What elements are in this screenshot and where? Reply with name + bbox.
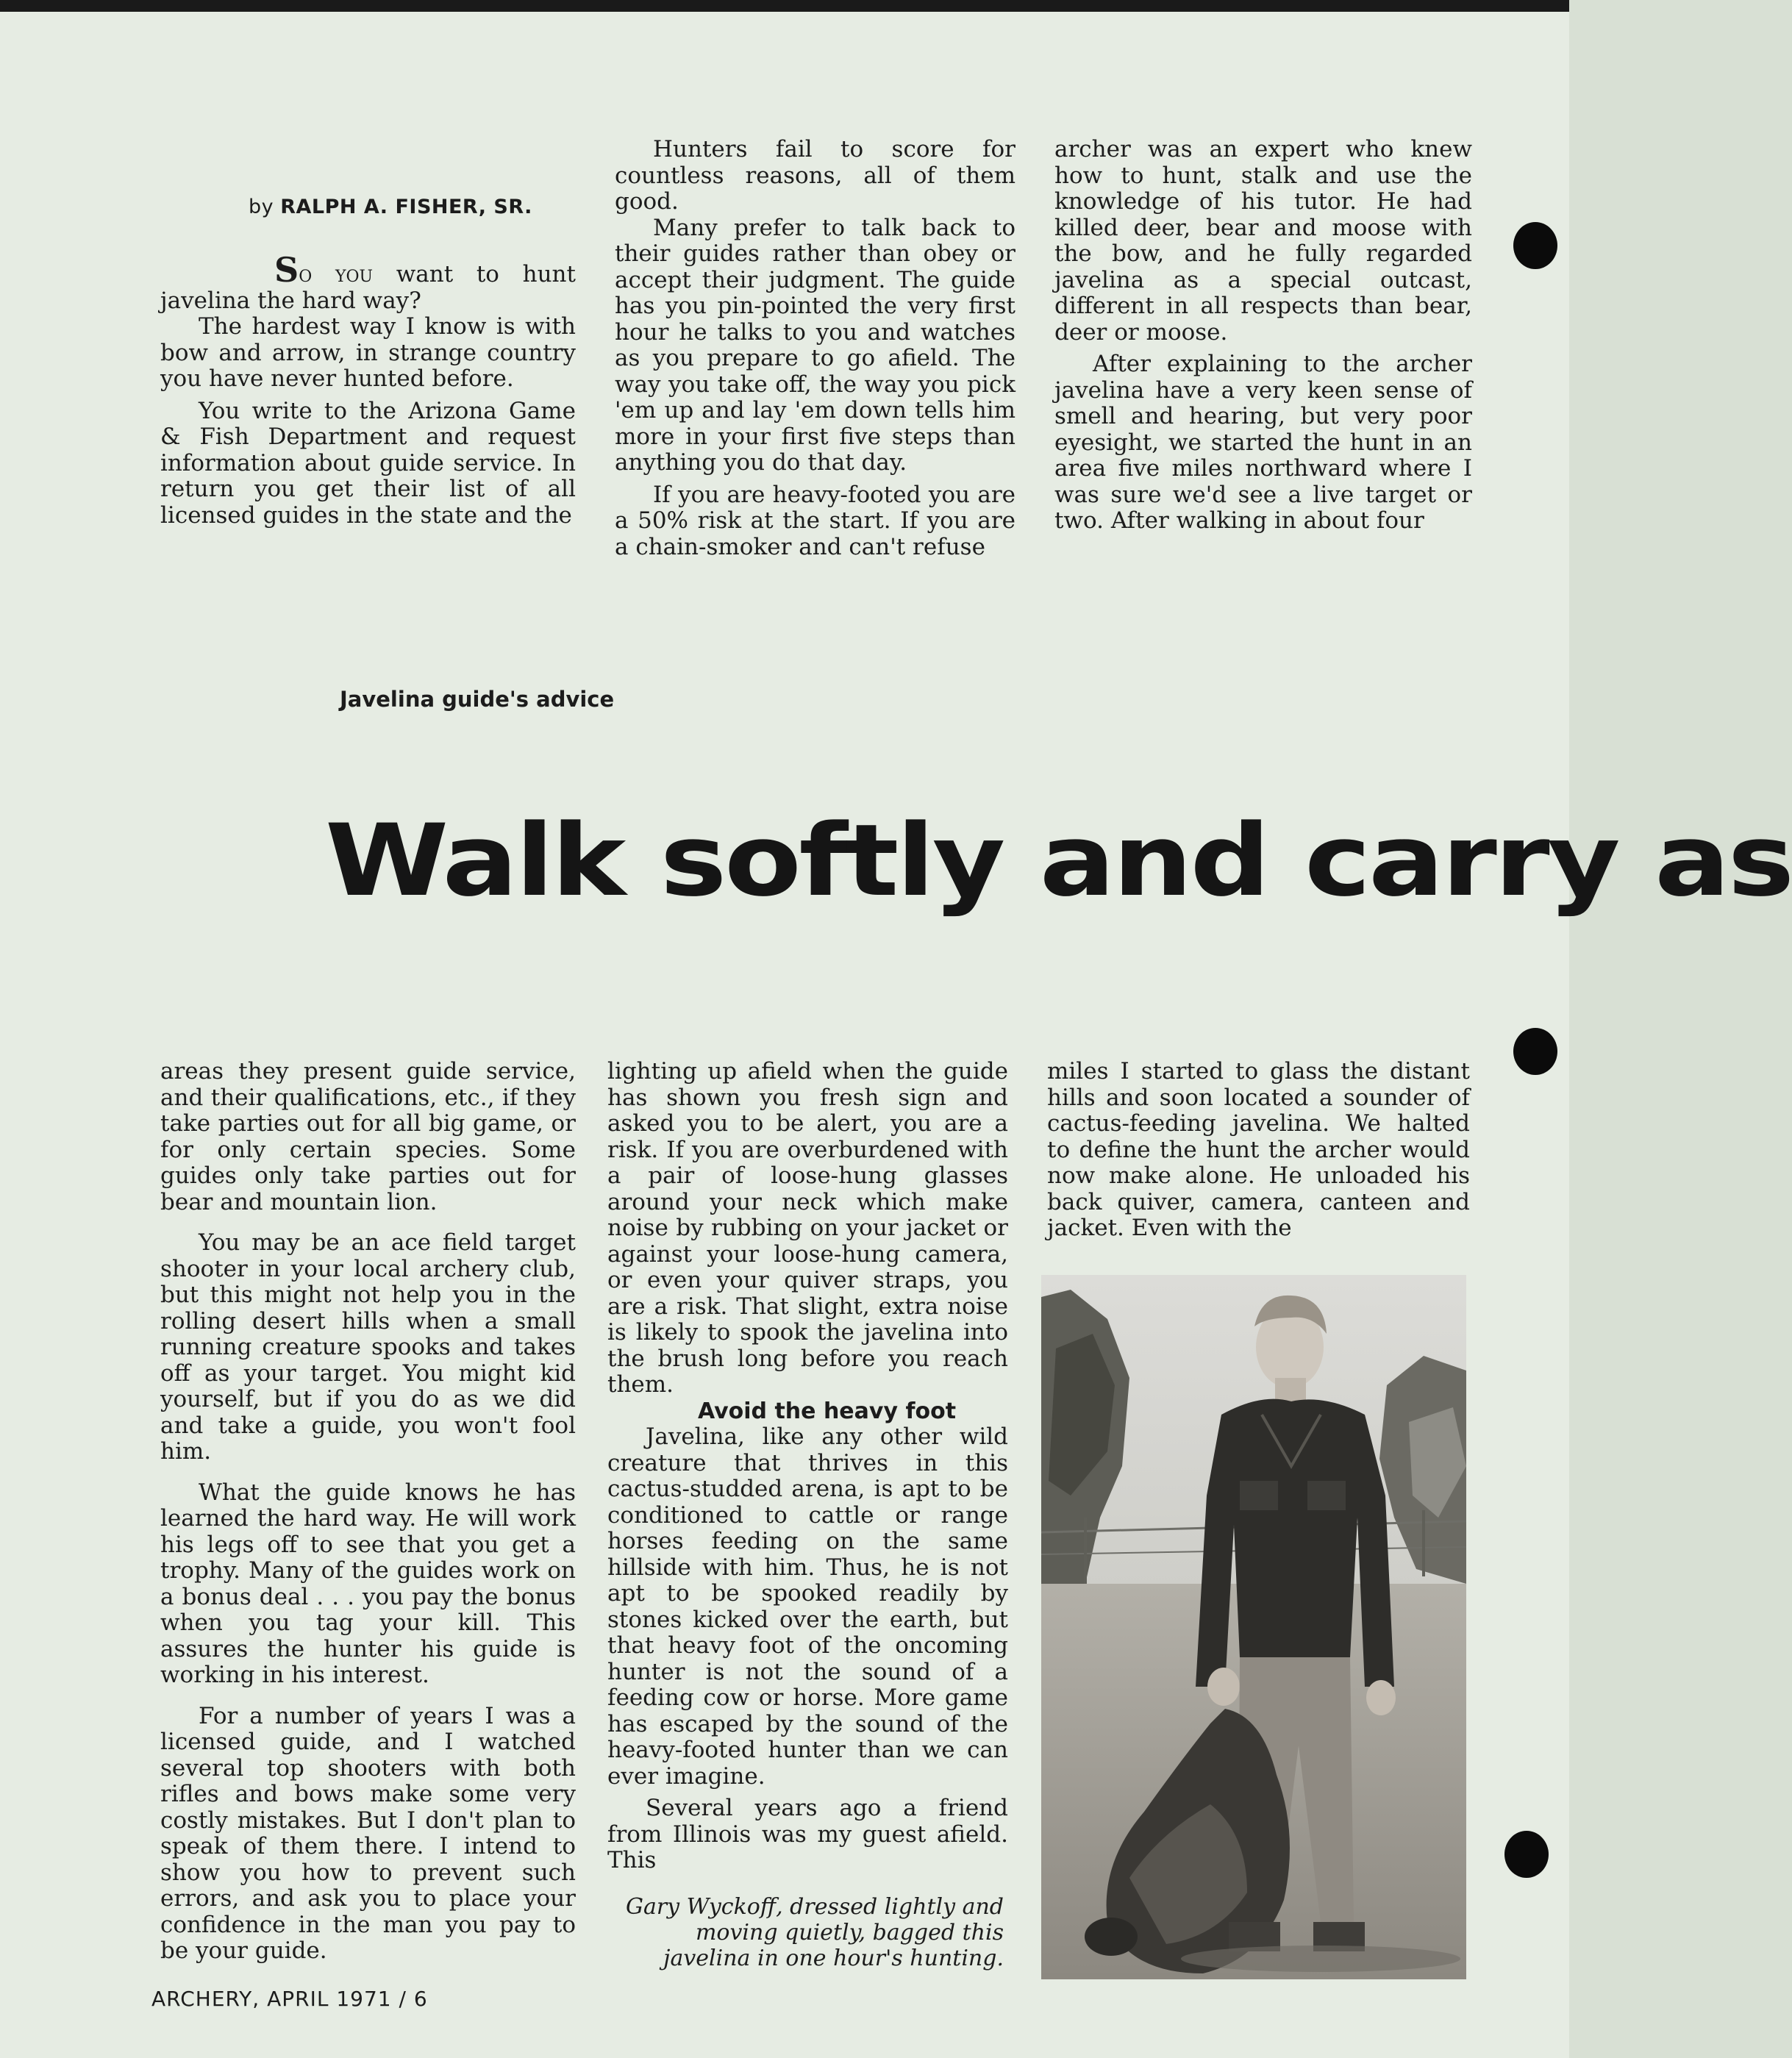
magazine-page	[0, 12, 1792, 2058]
byline-prefix: by	[249, 196, 274, 218]
paragraph: So you want to hunt javelina the hard way?	[160, 250, 576, 314]
bottom-column-3	[1047, 1059, 1470, 1242]
paragraph: You write to the Arizona Game & Fish Department and request information about guide service. In return you get their list of all licensed guides in the state and the	[160, 397, 576, 529]
hunter-with-javelina-image	[1041, 1275, 1466, 1979]
paragraph: What the guide knows he has learned the hard way. He will work his legs off to see that you get a trophy. Many of the guides work on a bonus deal . . . you pay the bonus when you tag your kill. This assures the hunter his guide is working in his interest.	[160, 1479, 576, 1688]
top-column-3	[1054, 137, 1472, 535]
kicker: Javelina guide's advice	[340, 687, 615, 712]
top-column-2	[615, 137, 1015, 560]
lead-in: o you	[299, 261, 374, 287]
paragraph: miles I started to glass the distant hills and soon located a sounder of cactus-feeding javelina. We halted to define the hunt the archer would now make alone. He unloaded his back quiver, camera, canteen and jacket. Even with the	[1047, 1058, 1470, 1241]
photo-caption: Gary Wyckoff, dressed lightly and moving quietly, bagged this javelina in one hour's hunting.	[625, 1894, 1004, 1971]
paragraph: areas they present guide service, and their qualifications, etc., if they take parties out for all big game, or for only certain species. Some guides only take parties out for bear and mountain lion.	[160, 1058, 576, 1215]
drop-cap: S	[274, 250, 299, 290]
paragraph: For a number of years I was a licensed guide, and I watched several top shooters with both rifles and bows make some very costly mistakes. But I don't plan to speak of them there. I intend to show you how to prevent such errors, and ask you to place your confidence in the man you pay to be your guide.	[160, 1702, 576, 1964]
binder-hole-top	[1513, 222, 1557, 269]
paragraph: Javelina, like any other wild creature that thrives in this cactus-studded arena, is apt to be conditioned to cattle or range horses feeding on the same hillside with him. Thus, he is not apt to be spooked readily by stones kicked over the earth, but that heavy foot of the oncoming hunter is not the sound of a feeding cow or horse. More game has escaped by the sound of the heavy-footed hunter than we can ever imagine.	[607, 1423, 1008, 1790]
paragraph: The hardest way I know is with bow and arrow, in strange country you have never hunted before.	[160, 313, 576, 392]
paragraph: Many prefer to talk back to their guides rather than obey or accept their judgment. The guide has you pin-pointed the very first hour he talks to you and watches as you prepare to go afield. The way you take off, the way you pick 'em up and lay 'em down tells him more in your first five steps than anything you do that day.	[615, 214, 1015, 476]
subhead: Avoid the heavy foot	[697, 1398, 957, 1424]
paragraph: If you are heavy-footed you are a 50% risk at the start. If you are a chain-smoker and can't refuse	[615, 481, 1015, 560]
top-column-1	[160, 250, 576, 529]
paragraph: Several years ago a friend from Illinois was my guest afield. This	[607, 1795, 1008, 1873]
binder-hole-middle	[1513, 1028, 1557, 1075]
author-name: RALPH A. FISHER, SR.	[280, 196, 532, 218]
bottom-column-2	[607, 1059, 1008, 1874]
page-footer: ARCHERY, APRIL 1971 / 6	[151, 1987, 428, 2011]
bottom-column-1	[160, 1059, 576, 1965]
headline: Walk softly and carry as	[325, 803, 1792, 918]
paragraph: lighting up afield when the guide has shown you fresh sign and asked you to be alert, you are a risk. If you are overburdened with a pair of loose-hung glasses around your neck which make noise by rubbing on your jacket or against your loose-hung camera, or even your quiver straps, you are a risk. That slight, extra noise is likely to spook the javelina into the brush long before you reach them.	[607, 1058, 1008, 1398]
binder-hole-bottom	[1504, 1831, 1549, 1878]
paragraph: archer was an expert who knew how to hunt, stalk and use the knowledge of his tutor. He had killed deer, bear and moose with the bow, and he fully regarded javelina as a special outcast, different in all respects than bear, deer or moose.	[1054, 136, 1472, 346]
paragraph: Hunters fail to score for countless reasons, all of them good.	[615, 136, 1015, 215]
paragraph: After explaining to the archer javelina have a very keen sense of smell and hearing, but very poor eyesight, we started the hunt in an area five miles northward where I was sure we'd see a live target or two. After walking in about four	[1054, 351, 1472, 534]
byline	[249, 196, 532, 218]
paragraph: You may be an ace field target shooter in your local archery club, but this might not help you in the rolling desert hills when a small running creature spooks and takes off as your target. You might kid yourself, but if you do as we did and take a guide, you won't fool him.	[160, 1229, 576, 1465]
hunter-photo	[1041, 1275, 1466, 1979]
scan-top-edge	[0, 0, 1569, 12]
